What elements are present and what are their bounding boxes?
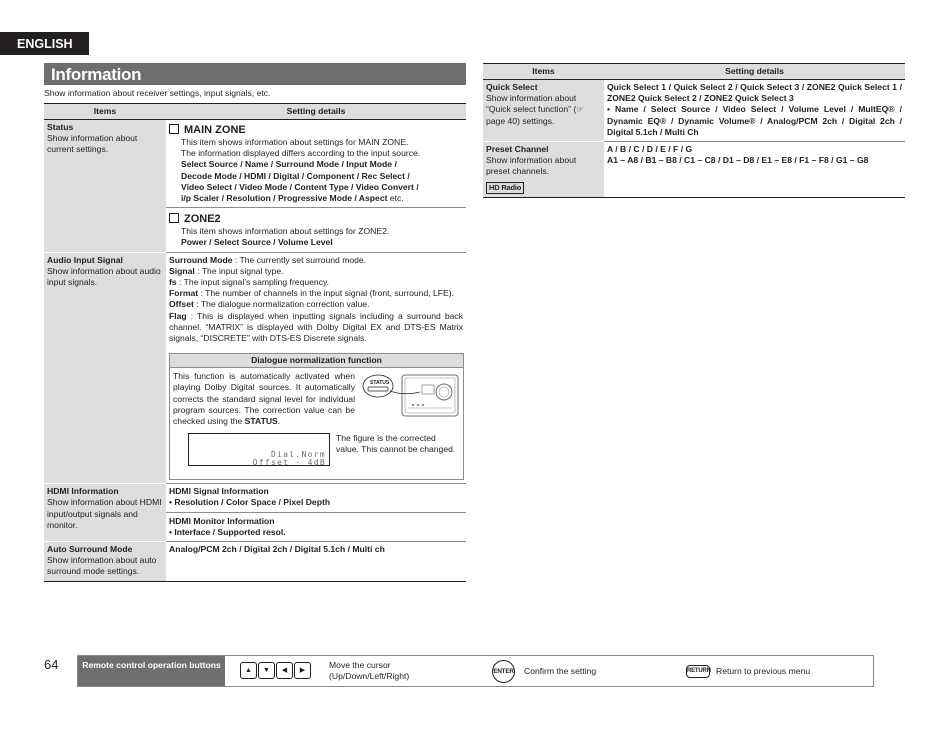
main-zone-heading: MAIN ZONE (169, 123, 463, 137)
checkbox-icon (169, 124, 179, 134)
information-table-right (483, 63, 905, 198)
main-zone-items2: Decode Mode / HDMI / Digital / Component / Rec Select / (181, 170, 410, 181)
remote-control-footer (77, 655, 874, 687)
hdmi-monitor-heading: HDMI Monitor Information (169, 515, 275, 526)
audio-row-0: Surround Mode : The currently set surround mode. (169, 254, 367, 265)
hd-radio-badge: HD Radio (486, 182, 524, 194)
hdmi-desc: Show information about HDMI input/output signals and monitor. (47, 497, 162, 530)
audio-row-5: Flag : This is displayed when inputting signals including a surround back channel. “MATRIX” is displayed with Dolby Digital EX and DTS-ES Matrix signals, “DISCRETE” with DTS-ES Discrete signals. (169, 310, 463, 344)
audio-row-3: Format : The number of channels in the input signal (front, surround, LFE). (169, 288, 455, 299)
header-items: Items (483, 64, 604, 80)
language-tab: ENGLISH (0, 32, 89, 53)
information-table-left (44, 103, 466, 582)
row-quick-select (483, 80, 905, 142)
intro-text: Show information about receiver settings, input signals, etc. (44, 88, 271, 98)
display-line1: Dial.Norm (270, 450, 326, 460)
receiver-front-panel-illustration (362, 372, 460, 422)
front-display-readout (188, 433, 330, 466)
page-reference-icon: ☞ (576, 105, 584, 115)
return-description: Return to previous menu (716, 666, 811, 676)
header-setting-details: Setting details (604, 64, 905, 80)
display-line2: Offset - 4dB (252, 458, 326, 468)
header-items: Items (44, 104, 166, 120)
page-title: Information (44, 63, 466, 85)
cursor-buttons (240, 662, 312, 681)
checkbox-icon (169, 213, 179, 223)
main-zone-line2: The information displayed differs according to the input source. (181, 148, 421, 159)
row-auto-surround-mode (44, 542, 466, 582)
main-zone-line1: This item shows information about settings for MAIN ZONE. (181, 137, 409, 147)
auto-surround-title: Auto Surround Mode (47, 544, 133, 555)
status-title: Status (47, 122, 74, 132)
status-button-label: STATUS (370, 380, 390, 387)
remote-control-label: Remote control operation buttons (78, 656, 225, 686)
preset-channel-line2: A1 – A8 / B1 – B8 / C1 – C8 / D1 – D8 / E1 – E8 / F1 – F8 / G1 – G8 (607, 155, 869, 166)
row-status (44, 120, 466, 253)
cursor-right-icon: ▶ (294, 662, 311, 679)
dialogue-note: The figure is the corrected value. This cannot be changed. (336, 433, 456, 455)
status-desc: Show information about current settings. (47, 133, 138, 155)
dialogue-normalization-box (169, 353, 464, 480)
preset-channel-line1: A / B / C / D / E / F / G (607, 144, 693, 155)
zone2-heading: ZONE2 (169, 212, 463, 226)
quick-select-line2: • Name / Select Source / Video Select / Volume Level / MultEQ® / Dynamic EQ® / Dynamic Volume® / Analog/PCM 2ch / Digital 2ch / Digital 5.1ch / Multi Ch (607, 104, 902, 137)
quick-select-desc: Show information about “Quick select function” (☞page 40) settings. (486, 93, 584, 126)
audio-input-title: Audio Input Signal (47, 254, 123, 265)
quick-select-line1: Quick Select 1 / Quick Select 2 / Quick Select 3 / ZONE2 Quick Select 1 / ZONE2 Quick Select 2 / ZONE2 Quick Select 3 (607, 82, 902, 104)
cursor-left-icon: ◀ (276, 662, 293, 679)
hdmi-monitor-items: • Interface / Supported resol. (169, 526, 286, 537)
header-setting-details: Setting details (166, 104, 466, 120)
audio-row-1: Signal : The input signal type. (169, 265, 284, 276)
hdmi-signal-heading: HDMI Signal Information (169, 486, 269, 497)
main-zone-items4: i/p Scaler / Resolution / Progressive Mode / Aspect etc. (181, 193, 404, 204)
dialogue-normalization-text: This function is automatically activated when playing Dolby Digital sources. It automatically corrects the standard signal level for individual program sources. The correction value can be checked using the STATUS. (173, 371, 355, 427)
auto-surround-items: Analog/PCM 2ch / Digital 2ch / Digital 5.1ch / Multi ch (169, 544, 385, 555)
return-button-icon: RETURN (686, 665, 710, 678)
audio-row-4: Offset : The dialogue normalization correction value. (169, 299, 370, 310)
page-number: 64 (44, 657, 59, 672)
hdmi-title: HDMI Information (47, 486, 119, 497)
preset-channel-desc: Show information about preset channels. (486, 155, 577, 177)
main-zone-items1: Select Source / Name / Surround Mode / Input Mode / (181, 159, 397, 170)
preset-channel-title: Preset Channel (486, 144, 549, 155)
main-zone-items3: Video Select / Video Mode / Content Type / Video Convert / (181, 181, 419, 192)
row-preset-channel (483, 142, 905, 198)
row-audio-input-signal (44, 252, 466, 484)
cursor-up-icon: ▲ (240, 662, 257, 679)
audio-input-desc: Show information about audio input signals. (47, 265, 161, 288)
enter-button-icon: ENTER (492, 660, 515, 683)
zone2-line1: This item shows information about settings for ZONE2. (181, 226, 390, 237)
auto-surround-desc: Show information about auto surround mode settings. (47, 555, 157, 577)
hdmi-signal-items: • Resolution / Color Space / Pixel Depth (169, 497, 331, 508)
dialogue-normalization-heading: Dialogue normalization function (170, 354, 463, 368)
zone2-items: Power / Select Source / Volume Level (181, 237, 333, 248)
row-hdmi-information (44, 484, 466, 542)
cursor-down-icon: ▼ (258, 662, 275, 679)
language-tab-rule (0, 53, 89, 55)
cursor-description: Move the cursor (Up/Down/Left/Right) (329, 660, 410, 681)
audio-row-2: fs : The input signal’s sampling frequency. (169, 277, 330, 288)
quick-select-title: Quick Select (486, 82, 538, 92)
enter-description: Confirm the setting (524, 666, 597, 676)
